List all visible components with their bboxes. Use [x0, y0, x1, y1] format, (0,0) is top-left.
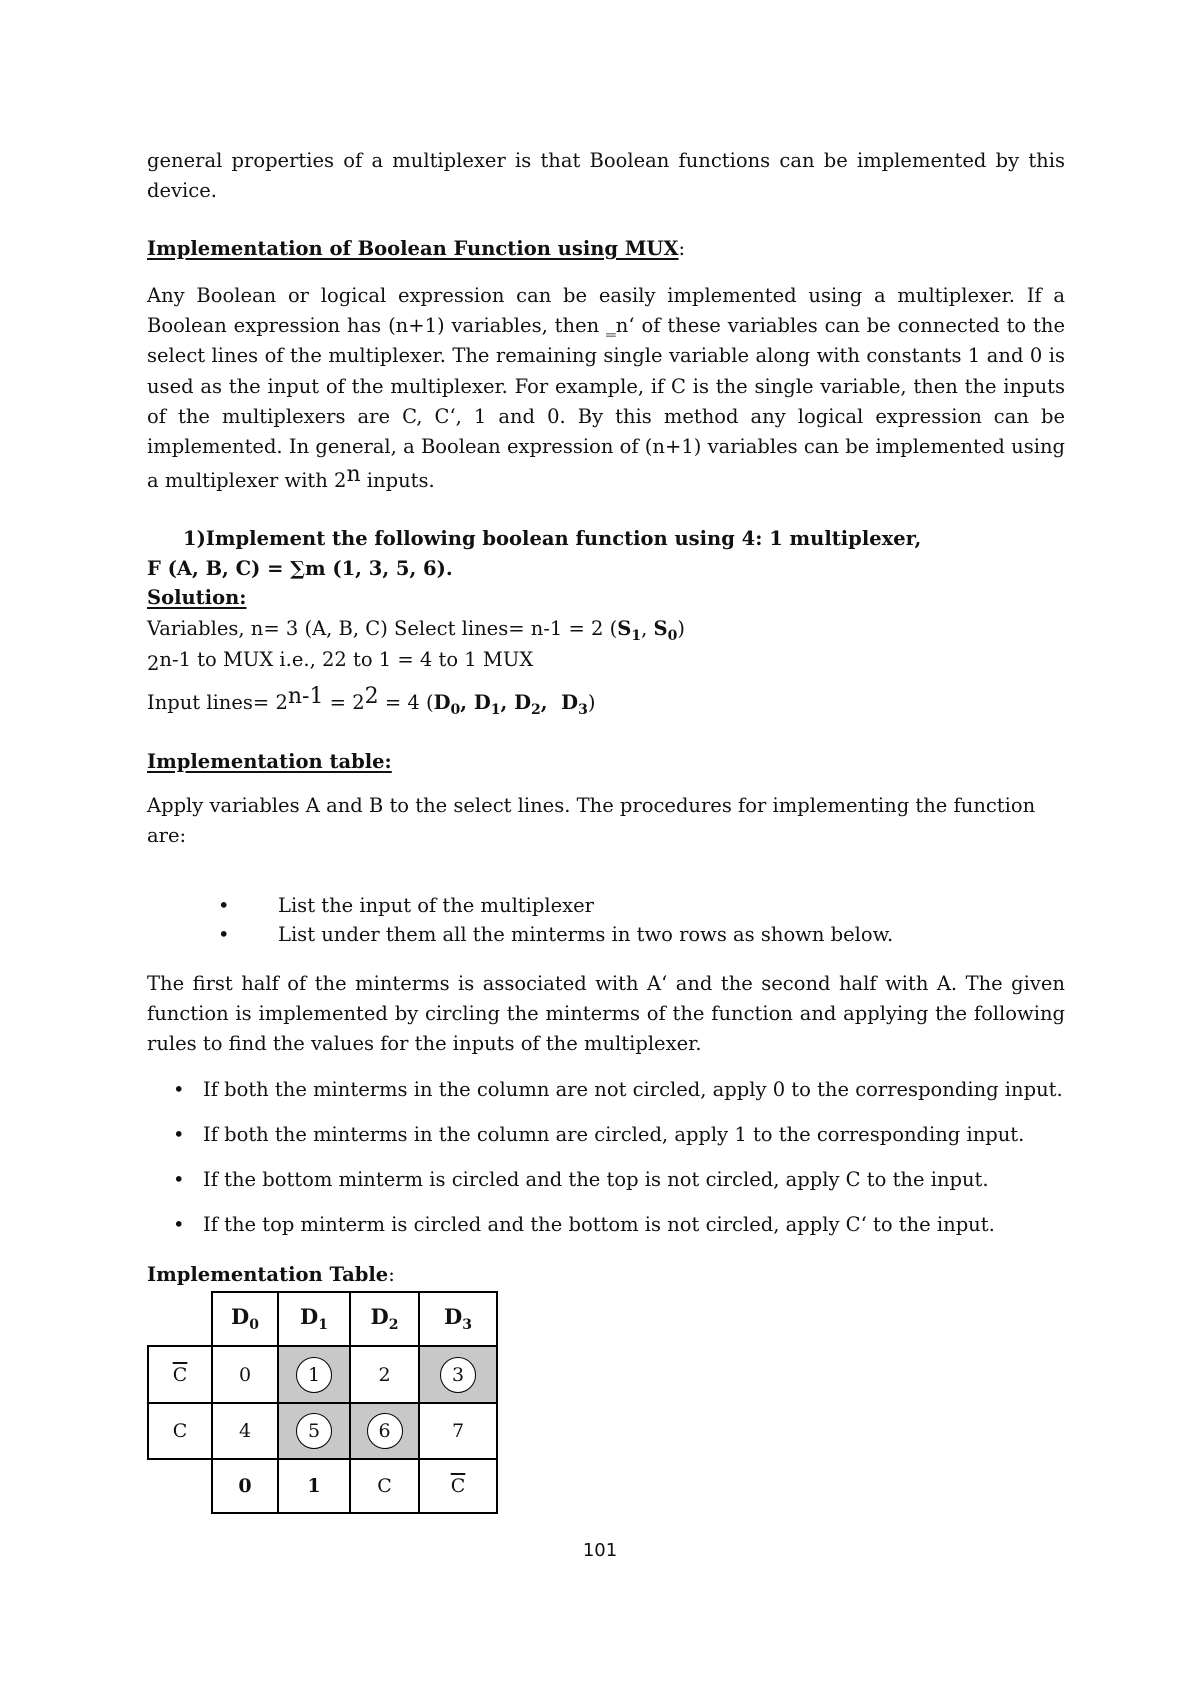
- input-lines: Input lines= 2n-1 = 22 = 4 ($D_0$, $D_1$, $D_2$, $D_3$): [147, 684, 596, 718]
- input-d0-sub: 0: [450, 701, 461, 718]
- input-d1-sub: 1: [490, 701, 501, 718]
- para1-line-3: select lines of the multiplexer. The remaining single variable along with constants 1 and 0 is: [147, 344, 1065, 367]
- input-d2-sub: 2: [531, 701, 541, 718]
- header-d3: $D_3$: [419, 1292, 497, 1346]
- bullet-dot-1: •: [218, 894, 230, 917]
- rule-dot-3: •: [173, 1168, 185, 1191]
- section-heading-mux: [147, 234, 1065, 264]
- mux-line-rest: n-1 to MUX i.e., 22 to 1 = 4 to 1 MUX: [159, 648, 534, 671]
- variables-text: Variables, n= 3 (A, B, C) Select lines= n-1 = 2 (: [147, 617, 618, 640]
- rule-item: If both the minterms in the column are circled, apply 1 to the corresponding input.: [203, 1123, 1025, 1146]
- para1-line-7-suffix: inputs.: [360, 469, 435, 492]
- solution-label: [147, 583, 1065, 613]
- input-d0: D: [433, 691, 451, 714]
- input-sup-2: 2: [364, 684, 379, 709]
- result-d0: 0: [212, 1459, 278, 1513]
- bullet-dot-2: •: [218, 923, 230, 946]
- para1-line-1: Any Boolean or logical expression can be easily implemented using a multiplexer. If a: [147, 284, 1065, 307]
- input-d3-sub: 3: [578, 701, 588, 718]
- rule-dot-2: •: [173, 1123, 185, 1146]
- table-corner-cell: [148, 1292, 212, 1346]
- minterm-circle: 3: [440, 1357, 476, 1393]
- section-heading-text: Implementation of Boolean Function using MUX: [147, 237, 679, 260]
- input-d2: D: [514, 691, 532, 714]
- minterm-cell-circled: [278, 1346, 350, 1403]
- table-row: [148, 1403, 497, 1459]
- header-d2: $D_2$: [350, 1292, 419, 1346]
- minterm-circle: 5: [296, 1413, 332, 1449]
- para1-line-7: [147, 462, 1065, 496]
- result-d3: $\overline{C}$: [419, 1459, 497, 1513]
- header-d1: $D_1$: [278, 1292, 350, 1346]
- example-function: F (A, B, C) = ∑m (1, 3, 5, 6).: [147, 557, 453, 580]
- select-s1: S: [617, 617, 632, 640]
- para1-line-6: implemented. In general, a Boolean expression of (n+1) variables can be implemented using: [147, 435, 1065, 458]
- mux-line: [147, 645, 1065, 675]
- minterm-cell-circled: [419, 1346, 497, 1403]
- input-prefix: Input lines= 2: [147, 691, 288, 714]
- para3-line-1: The first half of the minterms is associated with A‘ and the second half with A. The given: [147, 972, 1065, 995]
- select-s1-sub: 1: [631, 627, 642, 644]
- rule-item: If both the minterms in the column are not circled, apply 0 to the corresponding input.: [203, 1078, 1063, 1101]
- para3-line-3: rules to find the values for the inputs of the multiplexer.: [147, 1032, 702, 1055]
- rule-dot-4: •: [173, 1213, 185, 1236]
- page-number: 101: [582, 1540, 618, 1561]
- section-heading-impl-text: Implementation table:: [147, 750, 392, 773]
- rule-item: If the bottom minterm is circled and the top is not circled, apply C to the input.: [203, 1168, 989, 1191]
- table-header-row: [148, 1292, 497, 1346]
- para1-line-5: of the multiplexers are C, C‘, 1 and 0. By this method any logical expression can be: [147, 405, 1065, 428]
- row-label-c: C: [148, 1403, 212, 1459]
- input-sup-1: n-1: [287, 684, 324, 709]
- row-label-c-bar: $\overline{C}$: [148, 1346, 212, 1403]
- minterm-cell: 7: [419, 1403, 497, 1459]
- implementation-table: [147, 1291, 498, 1514]
- table-blank-cell: [148, 1459, 212, 1513]
- header-d0: $D_0$: [212, 1292, 278, 1346]
- list-item: List the input of the multiplexer: [278, 894, 594, 917]
- minterm-cell-circled: [350, 1403, 419, 1459]
- section-heading-colon: :: [678, 237, 686, 260]
- input-d1: D: [473, 691, 491, 714]
- table-label-text: Implementation Table: [147, 1263, 389, 1286]
- para1-line-7-sup: n: [346, 462, 361, 487]
- rule-item: If the top minterm is circled and the bottom is not circled, apply C‘ to the input.: [203, 1213, 995, 1236]
- rule-dot-1: •: [173, 1078, 185, 1101]
- intro-line-2: device.: [147, 179, 217, 202]
- minterm-circle: 6: [367, 1413, 403, 1449]
- minterm-cell: 0: [212, 1346, 278, 1403]
- mux-line-two: 2: [147, 652, 160, 675]
- para1-line-2: Boolean expression has (n+1) variables, then ‗n‘ of these variables can be connected to the: [147, 314, 1065, 337]
- minterm-cell: 2: [350, 1346, 419, 1403]
- result-d2: C: [350, 1459, 419, 1513]
- input-close: ): [587, 691, 596, 714]
- para3-line-2: function is implemented by circling the minterms of the function and applying the following: [147, 1002, 1065, 1025]
- minterm-circle: 1: [296, 1357, 332, 1393]
- para1-line-4: used as the input of the multiplexer. For example, if C is the single variable, then the inputs: [147, 375, 1065, 398]
- select-close: ): [677, 617, 685, 640]
- select-s0-sub: 0: [667, 627, 678, 644]
- result-d1: 1: [278, 1459, 350, 1513]
- para2-line-1: Apply variables A and B to the select lines. The procedures for implementing the function: [147, 794, 1036, 817]
- section-heading-impl-table: [147, 747, 1065, 777]
- select-sep: ,: [641, 617, 654, 640]
- intro-line-1: general properties of a multiplexer is that Boolean functions can be implemented by this: [147, 149, 1065, 172]
- table-label-colon: :: [388, 1263, 395, 1286]
- minterm-cell: 4: [212, 1403, 278, 1459]
- minterm-cell-circled: [278, 1403, 350, 1459]
- list-item: List under them all the minterms in two rows as shown below.: [278, 923, 894, 946]
- select-s0: S: [653, 617, 668, 640]
- table-row: [148, 1346, 497, 1403]
- para2-line-2: are:: [147, 824, 187, 847]
- table-label: [147, 1260, 1065, 1290]
- input-mid: = 2: [323, 691, 365, 714]
- input-eq: = 4 (: [378, 691, 434, 714]
- table-result-row: [148, 1459, 497, 1513]
- solution-label-text: Solution:: [147, 586, 247, 609]
- para1-line-7-prefix: a multiplexer with 2: [147, 469, 347, 492]
- example-title: 1)Implement the following boolean function using 4: 1 multiplexer,: [183, 527, 922, 550]
- input-d3: D: [561, 691, 579, 714]
